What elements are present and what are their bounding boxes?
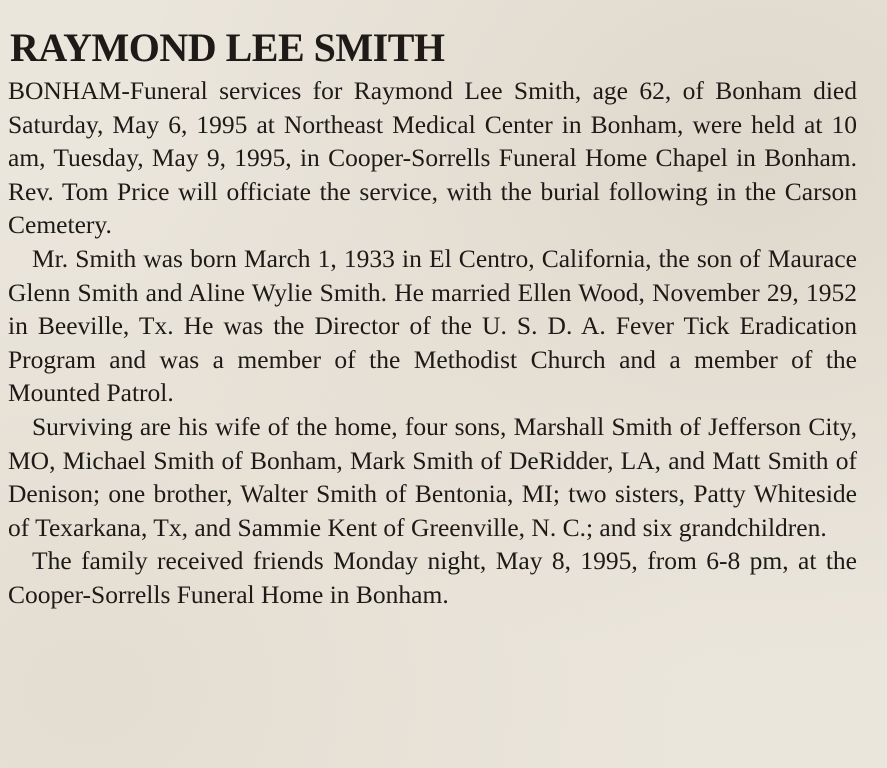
obituary-paragraph-services	[8, 74, 857, 242]
obituary-headline: RAYMOND LEE SMITH	[10, 25, 445, 70]
obituary-paragraph-visitation: The family received friends Monday night, May 8, 1995, from 6-8 pm, at the Cooper-Sorrells Funeral Home in Bonham.	[8, 546, 857, 609]
obituary-paragraph-biography: Mr. Smith was born March 1, 1933 in El Centro, California, the son of Maurace Glenn Smith and Aline Wylie Smith. He married Ellen Wood, November 29, 1952 in Beeville, Tx. He was the Director of the U. S. D. A. Fever Tick Eradication Program and was a member of the Methodist Church and a member of the Mounted Patrol.	[8, 243, 857, 408]
obituary-dateline: BONHAM-	[8, 76, 130, 105]
obituary-paragraph-survivors: Surviving are his wife of the home, four sons, Marshall Smith of Jefferson City, MO, Michael Smith of Bonham, Mark Smith of DeRidder, LA, and Matt Smith of Denison; one brother, Walter Smith of Bentonia, MI; two sisters, Patty Whiteside of Texarkana, Tx, and Sammie Kent of Greenville, N. C.; and six grandchildren.	[8, 411, 857, 542]
obituary-paragraph-services-text: Funeral services for Raymond Lee Smith, age 62, of Bonham died Saturday, May 6, 1995 at Northeast Medical Center in Bonham, were held at 10 am, Tuesday, May 9, 1995, in Cooper-Sorrells Funeral Home Chapel in Bonham. Rev. Tom Price will officiate the service, with the burial following in the Carson Cemetery.	[8, 76, 857, 240]
